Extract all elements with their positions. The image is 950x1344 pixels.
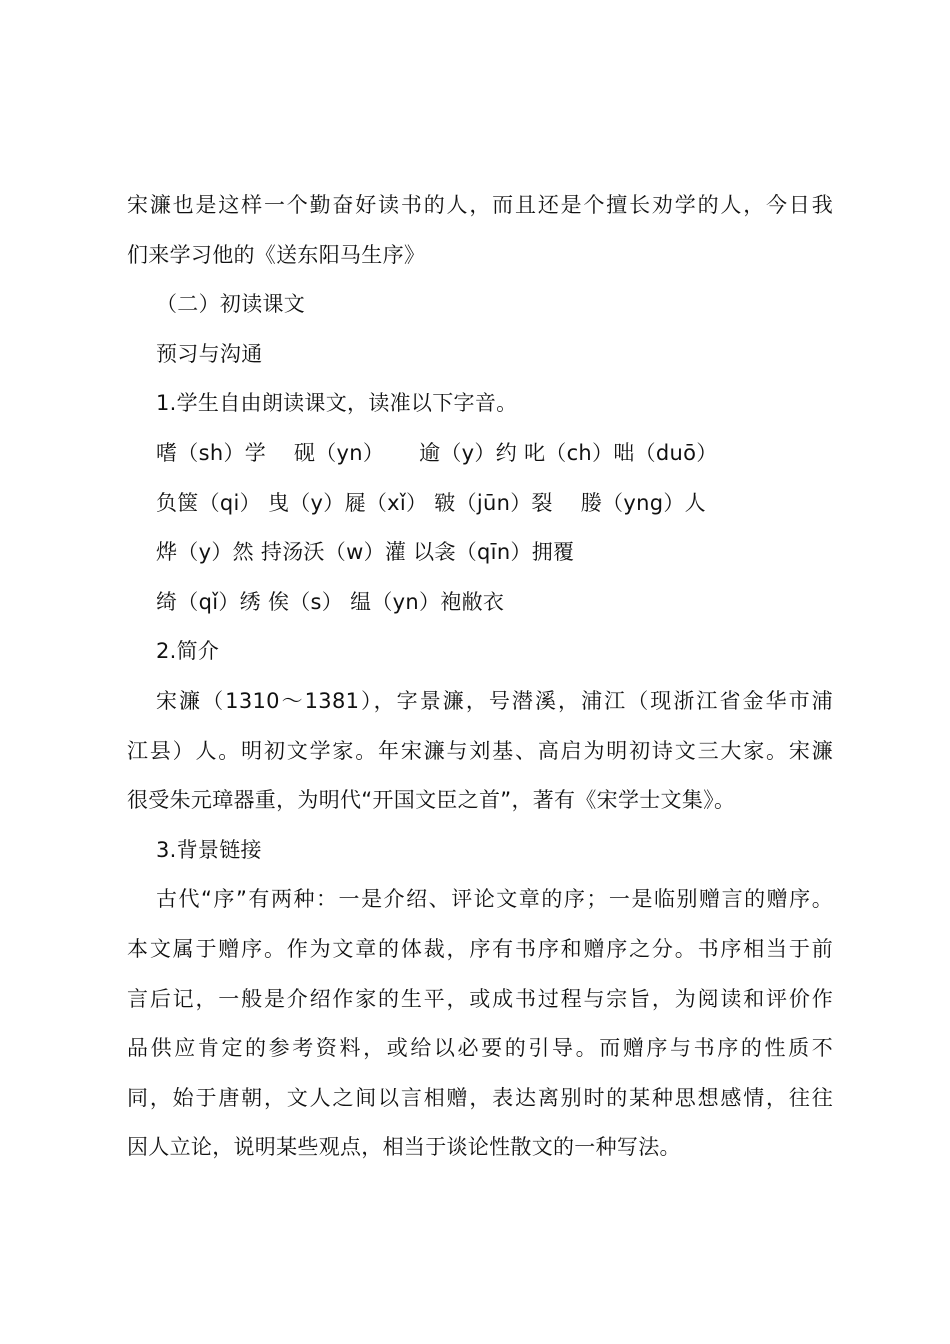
paragraph-line: 品供应肯定的参考资料，或给以必要的引导。而赠序与书序的性质不 xyxy=(127,1036,833,1061)
document-body xyxy=(127,181,833,1173)
paragraph-line: 因人立论，说明某些观点，相当于谈论性散文的一种写法。 xyxy=(127,1135,681,1160)
paragraph-line: 同，始于唐朝，文人之间以言相赠，表达离别时的某种思想感情，往往 xyxy=(127,1085,833,1110)
list-item: 3.背景链接 xyxy=(156,837,262,862)
paragraph-line: 言后记，一般是介绍作家的生平，或成书过程与宗旨，为阅读和评价作 xyxy=(127,986,833,1011)
list-item: 1.学生自由朗读课文，读准以下字音。 xyxy=(156,391,518,416)
paragraph-line: 江县）人。明初文学家。年宋濂与刘基、高启为明初诗文三大家。宋濂 xyxy=(127,738,833,763)
list-item: 2.简介 xyxy=(156,639,220,664)
paragraph-line: 很受朱元璋器重，为明代“开国文臣之首”，著有《宋学士文集》。 xyxy=(127,788,736,813)
pronunciation-line: 绮（qǐ）绣 俟（s） 缊（yn）袍敝衣 xyxy=(156,589,505,614)
paragraph-line: 宋濂（1310～1381），字景濂，号潜溪，浦江（现浙江省金华市浦 xyxy=(156,688,833,713)
paragraph-line: 本文属于赠序。作为文章的体裁，序有书序和赠序之分。书序相当于前 xyxy=(127,936,833,961)
section-heading: （二）初读课文 xyxy=(156,292,306,317)
paragraph-line: 宋濂也是这样一个勤奋好读书的人，而且还是个擅长劝学的人，今日我 xyxy=(127,193,833,217)
paragraph-line: 们来学习他的《送东阳马生序》 xyxy=(127,242,426,267)
subsection-heading: 预习与沟通 xyxy=(156,341,263,366)
pronunciation-line: 负箧（qi） 曳（y）屣（xǐ） 皲（jūn）裂 媵（yng）人 xyxy=(156,490,706,515)
pronunciation-line: 烨（y）然 持汤沃（w）灌 以衾（qīn）拥覆 xyxy=(156,540,575,565)
paragraph-line: 古代“序”有两种：一是介绍、评论文章的序；一是临别赠言的赠序。 xyxy=(156,887,833,912)
pronunciation-line: 嗜（sh）学 砚（yn） 逾（y）约 叱（ch）咄（duō） xyxy=(156,440,718,465)
